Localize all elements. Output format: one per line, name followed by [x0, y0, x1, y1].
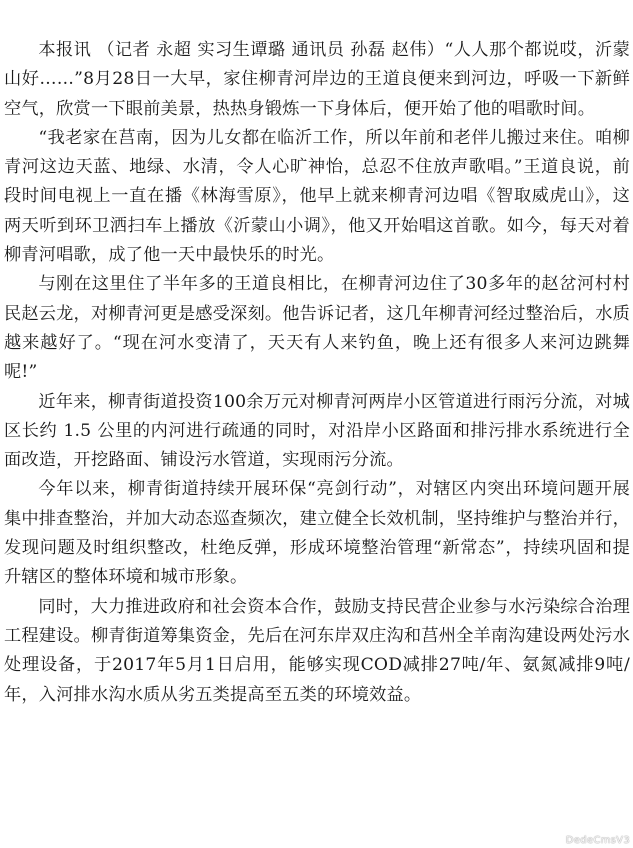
paragraph-quote: “我老家在莒南，因为儿女都在临沂工作，所以年前和老伴儿搬过来住。咱柳青河这边天蓝、地绿、水清，令人心旷神怡，总忍不住放声歌唱。”王道良说，前段时间电视上一直在播《林海雪原》，他早上就来柳青河边唱《智取威虎山》，这两天听到环卫洒扫车上播放《沂蒙山小调》，他又开始唱这首歌。如今，每天对着柳青河唱歌，成了他一天中最快乐的时光。	[4, 127, 630, 266]
watermark: DedeCmsV3	[565, 835, 630, 846]
paragraph-cooperation: 同时，大力推进政府和社会资本合作，鼓励支持民营企业参与水污染综合治理工程建设。柳青街道筹集资金，先后在河东岸双庄沟和莒州全羊南沟建设两处污水处理设备，于2017年5月1日启用，能够实现COD减排27吨/年、氨氮减排9吨/年，入河排水沟水质从劣五类提高至五类的环境效益。	[4, 596, 630, 705]
paragraph-resident: 与刚在这里住了半年多的王道良相比，在柳青河边住了30多年的赵岔河村村民赵云龙，对柳青河更是感受深刻。他告诉记者，这几年柳青河经过整治后，水质越来越好了。“现在河水变清了，天天有人来钓鱼，晚上还有很多人来河边跳舞呢!”	[4, 274, 630, 383]
paragraph-campaign: 今年以来，柳青街道持续开展环保“亮剑行动”，对辖区内突出环境问题开展集中排查整治，并加大动态巡查频次，建立健全长效机制，坚持维护与整治并行，发现问题及时组织整改，杜绝反弹，形成环境整治管理“新常态”，持续巩固和提升辖区的整体环境和城市形象。	[4, 479, 630, 588]
article-body	[4, 36, 630, 710]
paragraph-investment: 近年来，柳青街道投资100余万元对柳青河两岸小区管道进行雨污分流，对城区长约 1.5 公里的内河进行疏通的同时，对沿岸小区路面和排污排水系统进行全面改造，开挖路面、铺设污水管道，实现雨污分流。	[4, 391, 630, 471]
paragraph-lead: 本报讯 （记者 永超 实习生谭璐 通讯员 孙磊 赵伟）“人人那个都说哎，沂蒙山好……”8月28日一大早，家住柳青河岸边的王道良便来到河边，呼吸一下新鲜空气，欣赏一下眼前美景，热热身锻炼一下身体后，便开始了他的唱歌时间。	[4, 40, 630, 119]
